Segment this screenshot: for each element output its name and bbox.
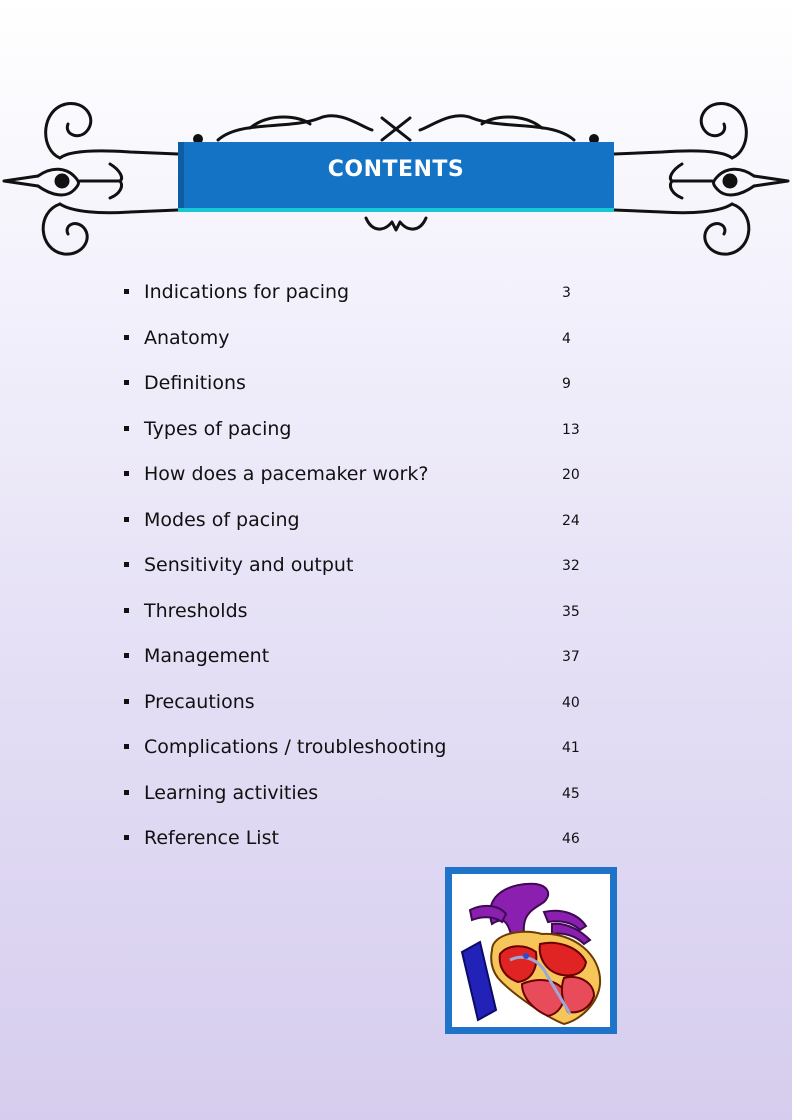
toc-label: Learning activities (144, 781, 319, 804)
toc-label: Precautions (144, 690, 255, 713)
toc-page-number: 4 (562, 330, 571, 347)
toc-label: Anatomy (144, 326, 230, 349)
toc-item[interactable] (124, 825, 604, 855)
toc-label: Types of pacing (144, 417, 292, 440)
toc-page-number: 20 (562, 467, 580, 483)
bullet-icon (124, 835, 129, 840)
toc-page-number: 9 (562, 376, 571, 392)
bullet-icon (124, 380, 129, 385)
toc-item[interactable] (124, 416, 604, 446)
toc-item[interactable] (124, 552, 604, 582)
toc-item[interactable] (124, 643, 604, 673)
toc-page-number: 41 (562, 740, 580, 756)
toc-item[interactable] (124, 598, 604, 628)
toc-label: Management (144, 645, 270, 667)
toc-page-number: 3 (562, 285, 571, 301)
toc-page-number: 13 (562, 421, 580, 438)
toc-label: Indications for pacing (144, 281, 350, 303)
toc-page-number: 46 (562, 831, 580, 847)
toc-item[interactable] (124, 325, 604, 355)
toc-label: Reference List (144, 827, 279, 849)
toc-item[interactable] (124, 507, 604, 537)
toc-page-number: 37 (562, 649, 580, 665)
toc-label: Thresholds (144, 599, 248, 622)
toc-label: How does a pacemaker work? (144, 463, 429, 485)
toc-page-number: 45 (562, 785, 580, 802)
toc-label: Sensitivity and output (144, 554, 354, 576)
bullet-icon (124, 699, 129, 704)
page-title: CONTENTS (327, 157, 465, 182)
toc-item[interactable] (124, 370, 604, 400)
bullet-icon (124, 426, 129, 431)
toc-page-number: 24 (562, 512, 580, 529)
bullet-icon (124, 517, 129, 522)
bullet-icon (124, 790, 129, 795)
toc-item[interactable] (124, 461, 604, 491)
bullet-icon (124, 471, 129, 476)
toc-item[interactable] (124, 734, 604, 764)
toc-page-number: 40 (562, 694, 580, 711)
heart-icon (452, 874, 610, 1027)
bullet-icon (124, 335, 129, 340)
toc-item[interactable] (124, 279, 604, 309)
bullet-icon (124, 653, 129, 658)
bullet-icon (124, 289, 129, 294)
heart-illustration-frame (445, 867, 617, 1034)
toc-page-number: 35 (562, 603, 580, 620)
toc-label: Complications / troubleshooting (144, 736, 447, 758)
bullet-icon (124, 608, 129, 613)
toc-label: Definitions (144, 372, 246, 394)
toc-item[interactable] (124, 780, 604, 810)
bullet-icon (124, 562, 129, 567)
title-banner (178, 142, 614, 212)
toc-label: Modes of pacing (144, 508, 300, 531)
bullet-icon (124, 744, 129, 749)
toc-item[interactable] (124, 689, 604, 719)
toc-page-number: 32 (562, 558, 580, 574)
